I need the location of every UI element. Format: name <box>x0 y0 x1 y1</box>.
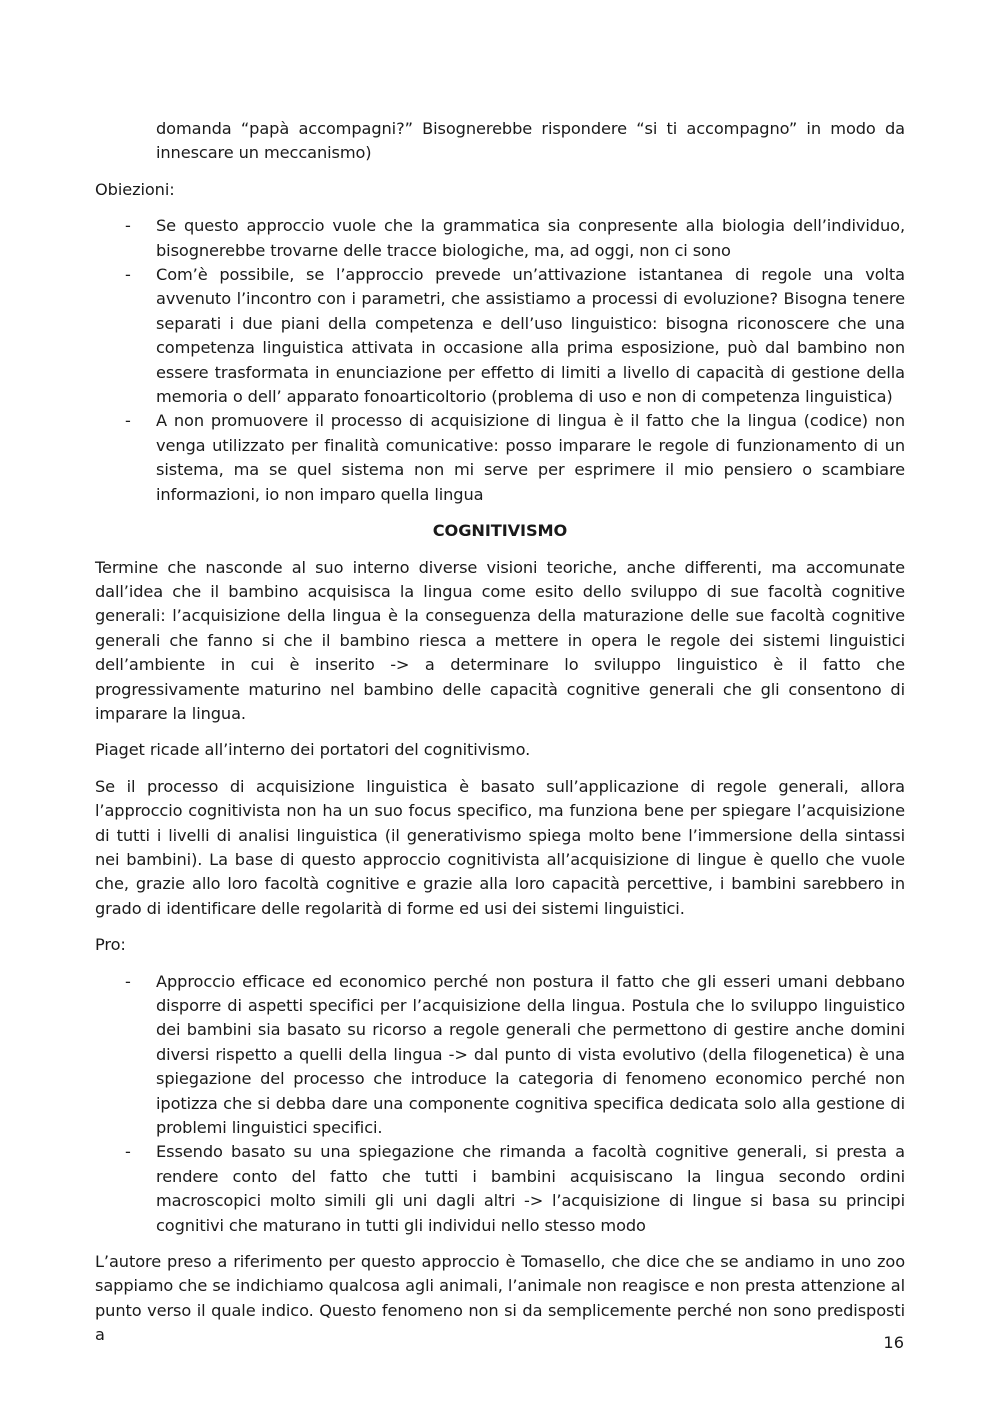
closing-paragraph: L’autore preso a riferimento per questo approccio è Tomasello, che dice che se andiamo in uno zoo sappiamo che se indichiamo qualcosa agli animali, l’animale non reagisce e non presta attenzione al punto verso il quale indico. Questo fenomeno non si da semplicemente perché non sono predisposti a <box>95 1252 905 1345</box>
list-item: - Essendo basato su una spiegazione che rimanda a facoltà cognitive generali, si presta a rendere conto del fatto che tutti i bambini acquisiscano la lingua secondo ordini macroscopici molto simili gli uni dagli altri -> l’acquisizione di lingue si basa su principi cognitivi che maturano in tutti gli individui nello stesso modo <box>125 1142 905 1235</box>
dash-bullet: - <box>125 971 131 991</box>
dash-bullet: - <box>125 1142 131 1162</box>
list-item: - Com’è possibile, se l’approccio prevede un’attivazione istantanea di regole una volta avvenuto l’incontro con i parametri, che assistiamo a processi di evoluzione? Bisogna tenere separati i due piani della competenza e dell’uso linguistico: bisogna riconoscere che una competenza linguistica attivata in occasione alla prima esposizione, può dal bambino non essere trasformata in enunciazione per effetto di limiti a livello di capacità di gestione della memoria o dell’ apparato fonoarticoltorio (problema di uso e non di competenza linguistica) <box>125 265 905 407</box>
document-body <box>95 117 905 1348</box>
dash-bullet: - <box>125 216 131 236</box>
section-title: COGNITIVISMO <box>432 521 568 541</box>
paragraph: Termine che nasconde al suo interno diverse visioni teoriche, anche differenti, ma accomunate dall’idea che il bambino acquisisca la lingua come esito dello sviluppo di sue facoltà cognitive generali: l’acquisizione della lingua è la conseguenza della maturazione delle sue facoltà cognitive generali che fanno si che il bambino riesca a mettere in opera le regole dei sistemi linguistici dell’ambiente in cui è inserito -> a determinare lo sviluppo linguistico è il fatto che progressivamente maturino nel bambino delle capacità cognitive generali che gli consentono di imparare la lingua. <box>95 557 905 723</box>
page-number: 16 <box>883 1333 904 1352</box>
list-item: - Approccio efficace ed economico perché non postura il fatto che gli esseri umani debbano disporre di aspetti specifici per l’acquisizione della lingua. Postula che lo sviluppo linguistico dei bambini sia basato su ricorso a regole generali che permettono di gestire anche domini diversi rispetto a quelli della lingua -> dal punto di vista evolutivo (della filogenetica) è una spiegazione del processo che introduce la categoria di fenomeno economico perché non ipotizza che si debba dare una componente cognitiva specifica dedicata solo alla gestione di problemi linguistici specifici. <box>125 971 905 1138</box>
pro-list <box>95 970 905 1238</box>
objections-list <box>95 214 905 507</box>
paragraph: Se il processo di acquisizione linguistica è basato sull’applicazione di regole generali, allora l’approccio cognitivista non ha un suo focus specifico, ma funziona bene per spiegare l’acquisizione di tutti i livelli di analisi linguistica (il generativismo spiega molto bene l’immersione della sintassi nei bambini). La base di questo approccio cognitivista all’acquisizione di lingue è quello che vuole che, grazie allo loro facoltà cognitive e grazie alla loro capacità percettive, i bambini sarebbero in grado di identificare delle regolarità di forme ed usi dei sistemi linguistici. <box>95 776 905 918</box>
objections-label: Obiezioni: <box>95 179 175 199</box>
continuation-paragraph: domanda “papà accompagni?” Bisognerebbe rispondere “si ti accompagno” in modo da innescare un meccanismo) <box>156 119 905 163</box>
paragraph: Piaget ricade all’interno dei portatori del cognitivismo. <box>95 740 531 760</box>
dash-bullet: - <box>125 265 131 285</box>
dash-bullet: - <box>125 411 131 431</box>
list-item: - A non promuovere il processo di acquisizione di lingua è il fatto che la lingua (codice) non venga utilizzato per finalità comunicative: posso imparare le regole di funzionamento di un sistema, ma se quel sistema non mi serve per esprimere il mio pensiero o scambiare informazioni, io non imparo quella lingua <box>125 411 905 504</box>
pro-label: Pro: <box>95 935 126 955</box>
list-item: - Se questo approccio vuole che la grammatica sia conpresente alla biologia dell’individuo, bisognerebbe trovarne delle tracce biologiche, ma, ad oggi, non ci sono <box>125 216 905 260</box>
